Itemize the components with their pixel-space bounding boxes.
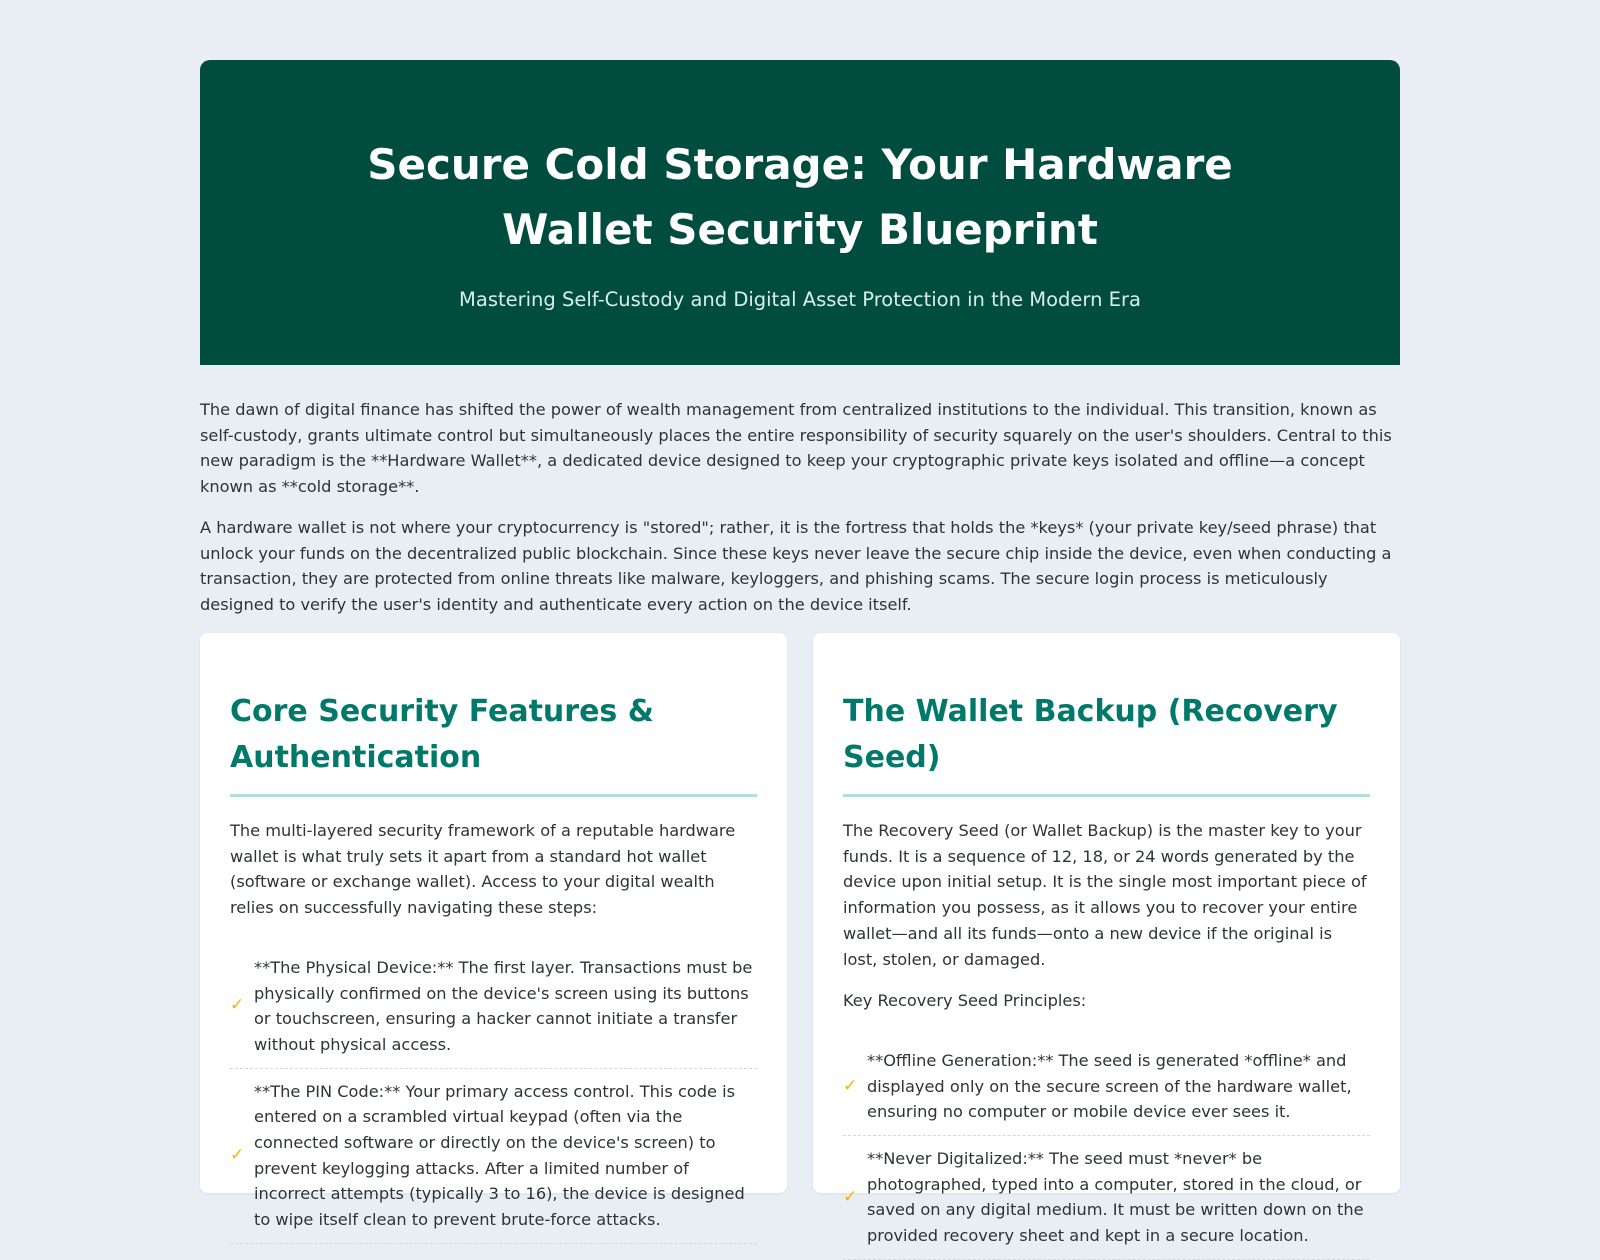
checkmark-icon: ✓ [843,1186,858,1207]
list-item-text: **The PIN Code:** Your primary access control. This code is entered on a scrambled virtual keypad (often via the connected software or directly on the device's screen) to prevent keylogging attacks. After a limited number of incorrect attempts (typically 3 to 16), the device is designed to wipe itself clean to prevent brute-force attacks. [254,1081,745,1230]
page-subtitle: Mastering Self-Custody and Digital Asset Protection in the Modern Era [459,288,1141,311]
intro-section [200,397,1400,617]
checkmark-icon: ✓ [843,1075,858,1096]
list-item [230,1069,757,1244]
hero-banner [200,60,1400,365]
card-body: The multi-layered security framework of a reputable hardware wallet is what truly sets it apart from a standard hot wallet (software or exchange wallet). Access to your digital wealth relies on successfully navigating these steps: [230,821,736,918]
intro-paragraph: A hardware wallet is not where your cryptocurrency is "stored"; rather, it is the fortress that holds the *keys* (your private key/seed phrase) that unlock your funds on the decentralized public blockchain. Since these keys never leave the secure chip inside the device, even when conducting a transaction, they are protected from online threats like malware, keyloggers, and phishing scams. The secure login process is meticulously designed to verify the user's identity and authenticate every action on the device itself. [200,518,1392,614]
checkmark-icon: ✓ [230,1144,245,1165]
page [200,60,1400,1246]
card-wallet-backup [813,633,1400,1246]
list-item-text: **Offline Generation:** The seed is generated *offline* and displayed only on the secure screen of the hardware wallet, ensuring no computer or mobile device ever sees it. [867,1050,1352,1122]
checkmark-icon: ✓ [230,995,245,1016]
card-security-features [200,633,787,1230]
cards-grid [200,633,1400,1246]
principles-label: Key Recovery Seed Principles: [843,991,1087,1011]
intro-paragraph: The dawn of digital finance has shifted the power of wealth management from centralized institutions to the individual. This transition, known as self-custody, grants ultimate control but simultaneously places the entire responsibility of security squarely on the user's shoulders. Central to this new paradigm is the **Hardware Wallet**, a dedicated device designed to keep your cryptographic private keys isolated and offline—a concept known as **cold storage**. [200,400,1392,496]
list-item [230,945,757,1069]
feature-list [230,945,757,1244]
list-item-text: **The Physical Device:** The first layer. Transactions must be physically confirmed on the device's screen using its buttons or touchscreen, ensuring a hacker cannot initiate a transfer without physical access. [254,957,753,1054]
list-item-text: **Never Digitalized:** The seed must *never* be photographed, typed into a computer, stored in the cloud, or saved on any digital medium. It must be written down on the provided recovery sheet and kept in a secure location. [867,1149,1364,1246]
card-heading: Core Security Features & Authentication [230,689,757,797]
page-title: Secure Cold Storage: Your Hardware Wallet Security Blueprint [367,140,1233,254]
card-heading: The Wallet Backup (Recovery Seed) [843,689,1370,797]
list-item [843,1136,1370,1260]
principles-list [843,1038,1370,1260]
list-item [843,1038,1370,1136]
card-body: The Recovery Seed (or Wallet Backup) is the master key to your funds. It is a sequence of 12, 18, or 24 words generated by the device upon initial setup. It is the single most important piece of information you possess, as it allows you to recover your entire wallet—and all its funds—onto a new device if the original is lost, stolen, or damaged. [843,821,1367,969]
